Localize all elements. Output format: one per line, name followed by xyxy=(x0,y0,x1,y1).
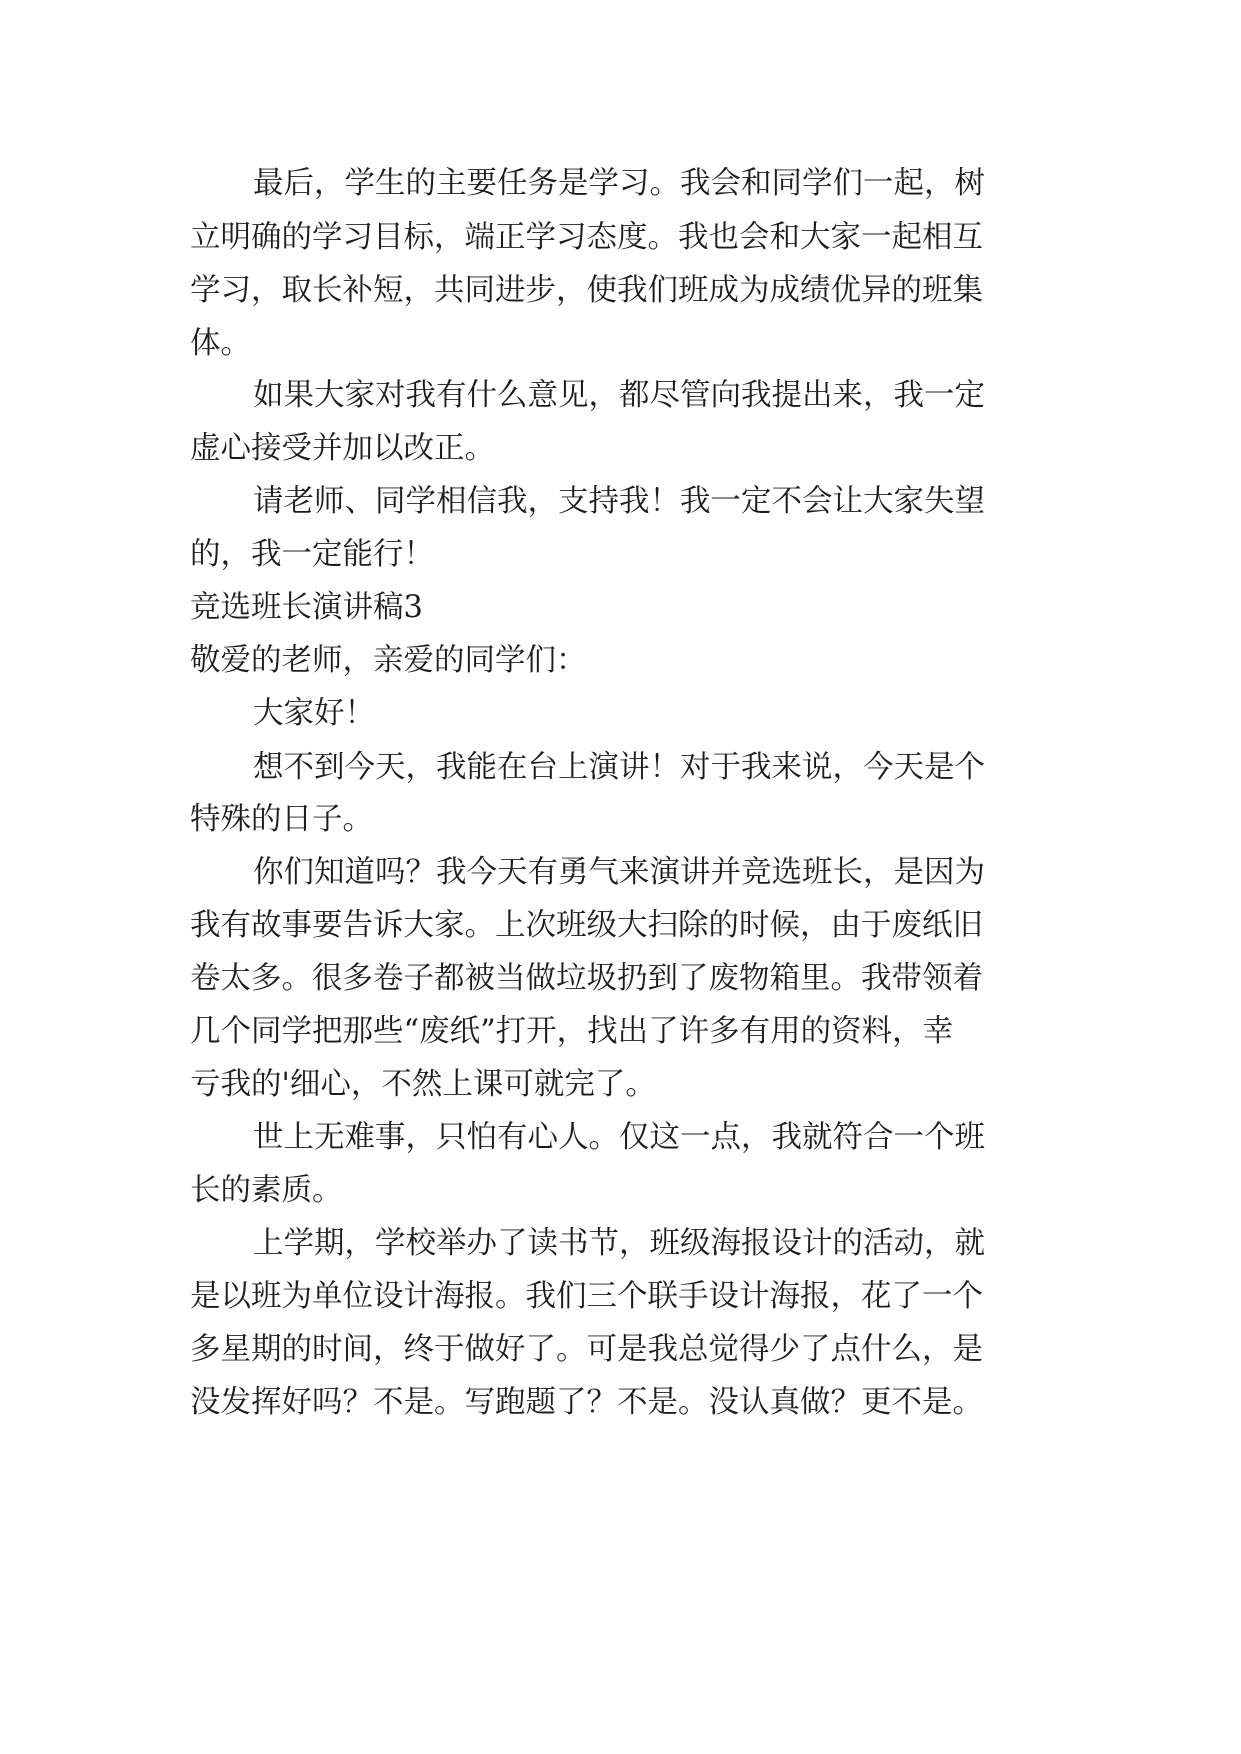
paragraph-1-line-2: 立明确的学习目标，端正学习态度。我也会和大家一起相互 xyxy=(190,220,983,255)
paragraph-3-line-1: 请老师、同学相信我，支持我！我一定不会让大家失望 xyxy=(253,484,985,519)
paragraph-4-line-2: 特殊的日子。 xyxy=(190,802,373,837)
paragraph-5-line-3: 卷太多。很多卷子都被当做垃圾扔到了废物箱里。我带领着 xyxy=(190,961,983,996)
paragraph-1-line-3: 学习，取长补短，共同进步，使我们班成为成绩优异的班集 xyxy=(190,273,983,308)
paragraph-7-line-4: 没发挥好吗？不是。写跑题了？不是。没认真做？更不是。 xyxy=(190,1385,983,1420)
paragraph-6-line-1: 世上无难事，只怕有心人。仅这一点，我就符合一个班 xyxy=(253,1120,985,1155)
paragraph-5-line-4: 几个同学把那些“废纸”打开，找出了许多有用的资料，幸 xyxy=(190,1014,954,1049)
paragraph-5-line-1: 你们知道吗？我今天有勇气来演讲并竞选班长，是因为 xyxy=(253,855,985,890)
paragraph-7-line-3: 多星期的时间，终于做好了。可是我总觉得少了点什么，是 xyxy=(190,1332,983,1367)
paragraph-7-line-2: 是以班为单位设计海报。我们三个联手设计海报，花了一个 xyxy=(190,1279,983,1314)
paragraph-1-line-1: 最后，学生的主要任务是学习。我会和同学们一起，树 xyxy=(253,166,985,201)
greeting: 大家好！ xyxy=(253,696,375,731)
paragraph-5-line-2: 我有故事要告诉大家。上次班级大扫除的时候，由于废纸旧 xyxy=(190,908,983,943)
paragraph-5-line-5: 亏我的'细心，不然上课可就完了。 xyxy=(190,1067,656,1102)
paragraph-2-line-1: 如果大家对我有什么意见，都尽管向我提出来，我一定 xyxy=(253,378,985,413)
section-title: 竞选班长演讲稿3 xyxy=(190,590,423,625)
paragraph-7-line-1: 上学期，学校举办了读书节，班级海报设计的活动，就 xyxy=(253,1226,985,1261)
paragraph-4-line-1: 想不到今天，我能在台上演讲！对于我来说，今天是个 xyxy=(253,750,985,785)
paragraph-2-line-2: 虚心接受并加以改正。 xyxy=(190,431,495,466)
paragraph-3-line-2: 的，我一定能行！ xyxy=(190,537,434,572)
paragraph-6-line-2: 长的素质。 xyxy=(190,1173,343,1208)
salutation: 敬爱的老师，亲爱的同学们： xyxy=(190,643,587,678)
paragraph-1-line-4: 体。 xyxy=(190,326,251,361)
